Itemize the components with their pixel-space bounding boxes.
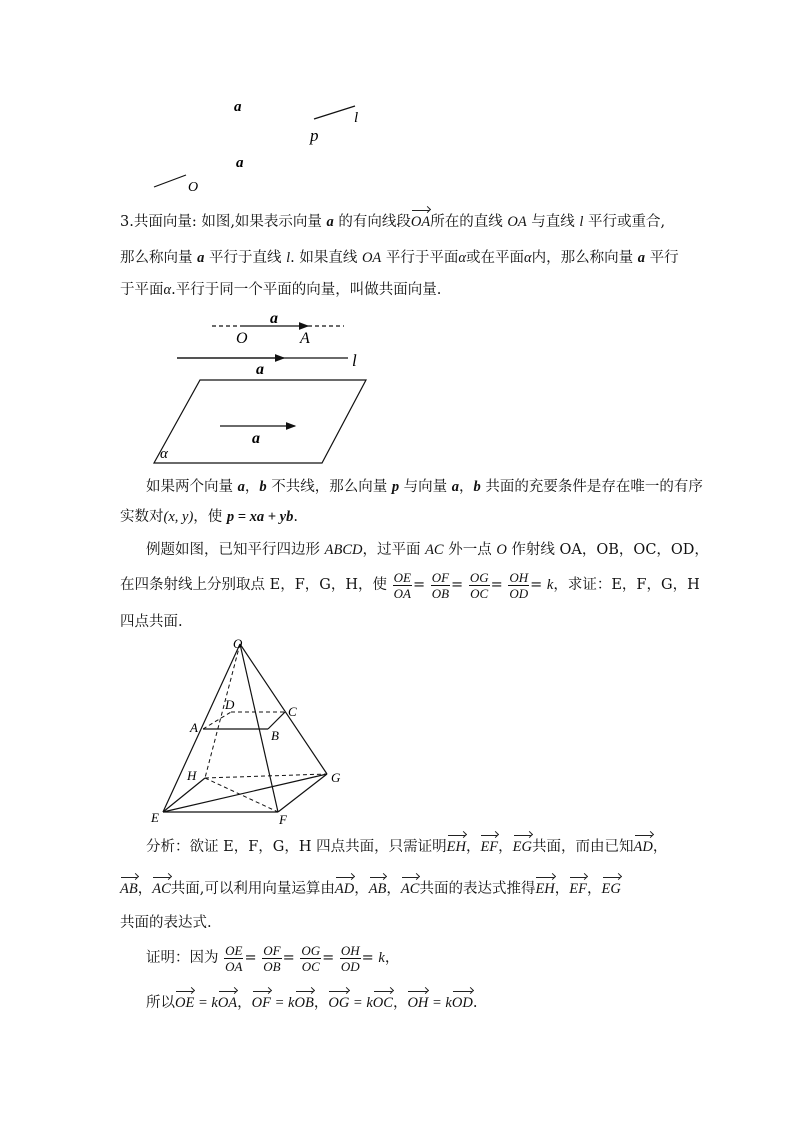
vector-oa: OA	[410, 214, 431, 230]
analysis-line-2: AB，AC共面,可以利用向量运算由AD，AB，AC共面的表达式推得EH，EF，EG	[120, 881, 621, 897]
edge-o-h-hidden	[205, 644, 240, 778]
proof-fraction-og-oc: $\frac{OG}{OC}$	[301, 942, 321, 974]
fig3-label-o: O	[233, 636, 243, 651]
fig1-label-o: O	[188, 180, 199, 195]
fraction-oh-od: $\frac{OH}{OD}$	[509, 569, 529, 601]
fig1-label-p: p	[310, 126, 319, 145]
example-line-1: 例题如图，已知平行四边形 ABCD，过平面 AC 外一点 O 作射线 OA，OB，OC，OD，	[146, 542, 709, 558]
fraction-of-ob: $\frac{OF}{OB}$	[431, 569, 450, 601]
example-line-3: 四点共面.	[120, 614, 183, 630]
fig2-label-a-top: a	[270, 310, 278, 327]
section3-line-2: 那么称向量 a 平行于直线 l. 如果直线 OA 平行于平面α或在平面α内，那么称向量 a 平行	[120, 250, 679, 266]
fig2-label-l: l	[352, 351, 357, 370]
fig1-label-l: l	[354, 110, 359, 126]
figure-3	[145, 632, 355, 828]
fig2-label-a-point: A	[300, 330, 310, 347]
fig3-label-g: G	[331, 770, 341, 785]
edge-o-g	[240, 644, 327, 774]
fraction-og-oc: $\frac{OG}{OC}$	[469, 569, 489, 601]
proof-fraction-oh-od: $\frac{OH}{OD}$	[340, 942, 360, 974]
condition-line-2: 实数对(x, y)，使 p = xa + yb.	[120, 509, 298, 525]
fig3-label-d: D	[225, 697, 235, 712]
fig3-label-c: C	[288, 704, 297, 719]
fig2-plane	[154, 380, 366, 463]
edge-o-e	[163, 644, 240, 812]
edge-h-g-hidden	[205, 774, 327, 778]
edge-b-c	[268, 712, 285, 729]
example-line-2: 在四条射线上分别取点 E，F，G，H，使 $\frac{OE}{OA}$ = $\frac{OF}{OB}$ = $\frac{OG}{OC}$ = $\frac{OH}{OD}$ = k，求证：E，F，G，H	[120, 569, 700, 601]
edge-h-f-hidden	[205, 778, 278, 812]
fig3-label-e: E	[151, 810, 159, 825]
analysis-line-3: 共面的表达式.	[120, 915, 212, 931]
fig3-label-a: A	[190, 720, 198, 735]
proof-line-2: 所以OE = kOA，OF = kOB，OG = kOC，OH = kOD.	[146, 995, 478, 1011]
fig1-label-a2: a	[236, 155, 244, 171]
fig3-label-b: B	[271, 728, 279, 743]
fraction-oe-oa: $\frac{OE}{OA}$	[393, 569, 411, 601]
fig3-label-h: H	[187, 768, 197, 783]
proof-line-1: 证明：因为 $\frac{OE}{OA}$ = $\frac{OF}{OB}$ = $\frac{OG}{OC}$ = $\frac{OH}{OD}$ = k，	[146, 942, 400, 974]
condition-line-1: 如果两个向量 a，b 不共线，那么向量 p 与向量 a，b 共面的充要条件是存在唯一的有序	[146, 479, 703, 495]
fig1-line-o	[154, 175, 186, 187]
fig1-label-a1: a	[234, 99, 242, 115]
figure-1	[140, 95, 380, 195]
section3-line-3: 于平面α.平行于同一个平面的向量，叫做共面向量.	[120, 282, 442, 298]
fig1-line-l	[314, 106, 355, 119]
analysis-line-1: 分析：欲证 E，F，G，H 四点共面，只需证明EH，EF，EG共面，而由已知AD，	[146, 839, 668, 855]
proof-fraction-oe-oa: $\frac{OE}{OA}$	[225, 942, 243, 974]
fig2-label-alpha: α	[160, 446, 168, 462]
fig2-label-o: O	[236, 330, 248, 347]
fig2-label-a-plane: a	[252, 430, 260, 447]
fig2-label-a-mid: a	[256, 361, 264, 378]
section3-line-1: 3.共面向量: 如图,如果表示向量 a 的有向线段OA所在的直线 OA 与直线 l 平行或重合,	[120, 214, 666, 230]
proof-fraction-of-ob: $\frac{OF}{OB}$	[263, 942, 281, 974]
figure-2	[148, 310, 378, 470]
fig3-label-f: F	[279, 812, 287, 827]
